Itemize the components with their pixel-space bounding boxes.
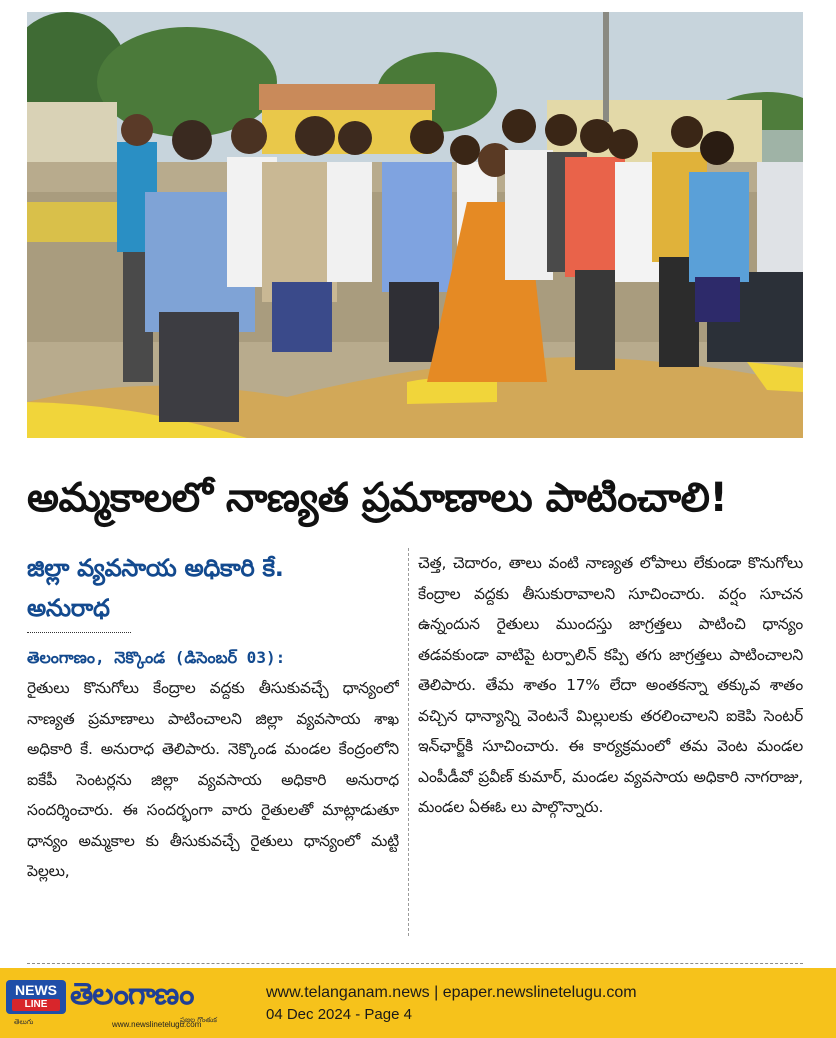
newsline-logo-sub: తెలుగు [14,1018,34,1026]
newsline-logo[interactable] [6,980,66,1014]
page-divider [27,963,803,964]
footer-links[interactable]: www.telanganam.news | epaper.newslinetelugu.com [266,984,637,1001]
footer-bar [0,968,836,1038]
subhead-line-1: జిల్లా వ్యవసాయ అధికారి కే. [27,554,284,582]
brand-url[interactable]: www.newslinetelugu.com [112,1020,202,1029]
newsline-logo-bottom: LINE [12,999,60,1011]
headline: అమ్మకాలలో నాణ్యత ప్రమాణాలు పాటించాలి! [27,475,728,521]
article-photo [27,12,803,438]
article-column-left [27,548,399,938]
body-text-right: చెత్త, చెదారం, తాలు వంటి నాణ్యత లోపాలు లేకుండా కొనుగోలు కేంద్రాల వద్దకు తీసుకురావాలని సూచించారు. వర్షం సూచన ఉన్నందున రైతులు ముందస్తు జాగ్రత్తలు పాటించి ధాన్యం తడవకుండా వాటిపై టర్పాలిన్ కప్పి తగు జాగ్రత్తలు పాటించాలని తెలిపారు. తేమ శాతం 17% లేదా అంతకన్నా తక్కువ శాతం వచ్చిన ధాన్యాన్ని వెంటనే మిల్లులకు తరలించాలని ఐకెపి సెంటర్ ఇన్‌ఛార్జ్‌కి సూచించారు. ఈ కార్యక్రమంలో తమ వెంట మండల ఎంపీడీవో ప్రవీణ్ కుమార్, మండల వ్యవసాయ అధికారి నాగరాజు, మండల ఏఈఓ లు పాల్గొన్నారు. [418,554,803,816]
column-divider [408,548,409,936]
subhead-line-2: అనురాధ [27,594,110,622]
dateline: తెలంగాణం, నెక్కొండ (డిసెంబర్ 03): [27,648,286,667]
footer-date-page: 04 Dec 2024 - Page 4 [266,1006,412,1023]
subhead-divider [27,632,131,633]
newsline-logo-top: NEWS [15,982,57,998]
telanganam-logo[interactable]: తెలంగాణం [70,977,194,1012]
brand-tagline: ప్రజల గొంతుక [180,1016,217,1024]
body-text-left: రైతులు కొనుగోలు కేంద్రాల వద్దకు తీసుకువచ్చే ధాన్యంలో నాణ్యత ప్రమాణాలు పాటించాలని జిల్లా వ్యవసాయ శాఖ అధికారి కే. అనురాధ తెలిపారు. నెక్కొండ మండల కేంద్రంలోని ఐకేపీ సెంటర్లను జిల్లా వ్యవసాయ అధికారి అనురాధ సందర్శించారు. ఈ సందర్భంగా వారు రైతులతో మాట్లాడుతూ ధాన్యం అమ్మకాల కు తీసుకువచ్చే రైతులు ధాన్యంలో మట్టి పెల్లలు, [27,679,399,880]
article-column-right [418,548,803,938]
